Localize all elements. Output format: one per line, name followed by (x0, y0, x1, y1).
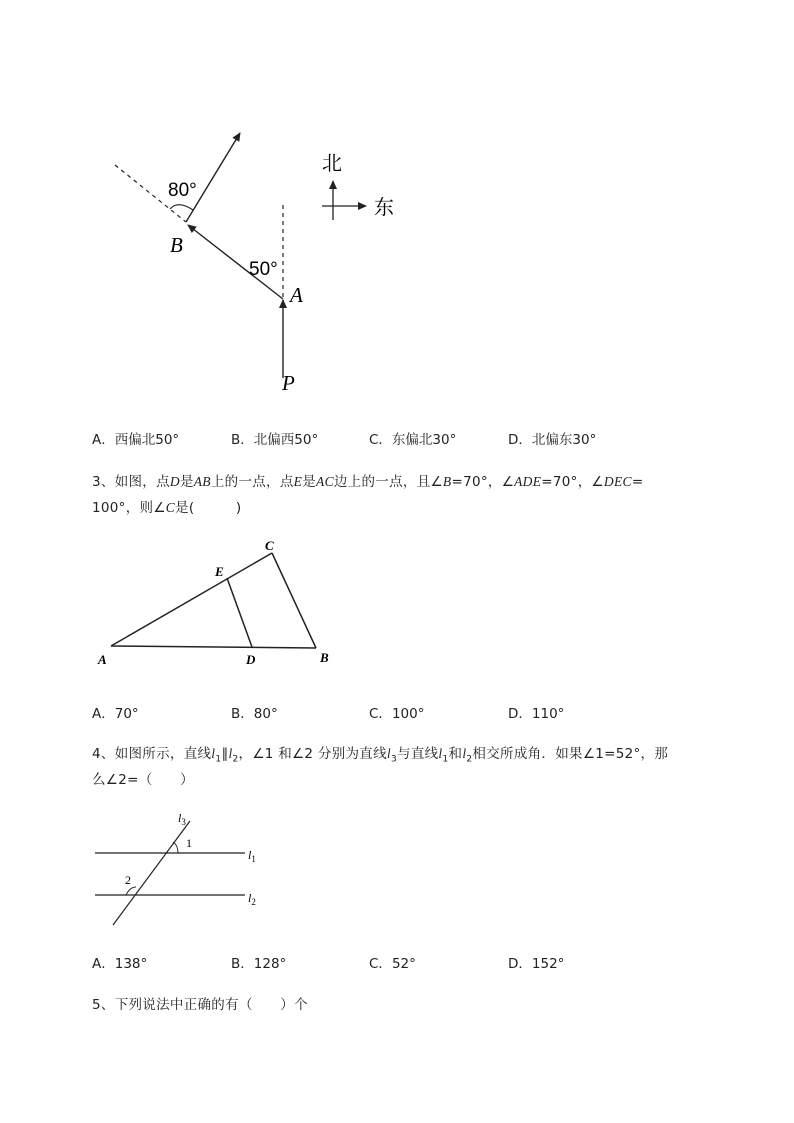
q3-option-b[interactable]: B．80° (231, 706, 278, 722)
label-angle-1: 1 (186, 836, 192, 850)
direction-figure (0, 0, 794, 410)
q2-option-d[interactable]: D．北偏东30° (508, 432, 597, 448)
q4-option-d[interactable]: D．152° (508, 956, 565, 972)
q4-option-c[interactable]: C．52° (369, 956, 416, 972)
q3-stem-line1: 3、如图，点D是AB上的一点，点E是AC边上的一点，且∠B=70°，∠ADE=70°，∠DEC= (92, 474, 644, 490)
side-ac (111, 553, 272, 646)
label-c: C (265, 538, 274, 553)
q2-option-c[interactable]: C．东偏北30° (369, 432, 457, 448)
triangle-figure (0, 530, 400, 680)
q4-option-b[interactable]: B．128° (231, 956, 287, 972)
label-l3: $l_3$ (178, 811, 186, 827)
north-label: 北 (322, 151, 342, 175)
label-e: E (215, 564, 224, 579)
angle-2-arc (126, 887, 136, 895)
q4-stem-line2: 么∠2=（ ） (92, 772, 194, 788)
q2-option-a[interactable]: A．西偏北50° (92, 432, 180, 448)
q3-option-c[interactable]: C．100° (369, 706, 425, 722)
angle-arc-80 (170, 205, 193, 210)
ray-from-b (186, 133, 240, 222)
q4-option-a[interactable]: A．138° (92, 956, 148, 972)
label-a: A (98, 652, 107, 667)
q3-option-a[interactable]: A．70° (92, 706, 139, 722)
label-angle-2: 2 (125, 873, 131, 887)
segment-de (227, 578, 252, 647)
label-l2: $l_2$ (248, 891, 256, 907)
q5-stem: 5、下列说法中正确的有（ ）个 (92, 997, 308, 1013)
q4-stem-line1: 4、如图所示，直线$l_1\parallel l_2$，∠1 和∠2 分别为直线$l_3$与直线$l_1$和$l_2$相交所成角．如果∠1=52°，那 (92, 746, 669, 765)
q3-stem-line2: 100°，则∠C是( ) (92, 500, 242, 516)
side-bc (272, 553, 316, 648)
side-ab (111, 646, 316, 648)
point-p-label: P (282, 371, 295, 395)
parallel-lines-figure (0, 805, 320, 935)
label-l1: $l_1$ (248, 848, 256, 864)
east-label: 东 (374, 195, 394, 219)
point-b-label: B (170, 233, 183, 257)
point-a-label: A (290, 283, 303, 307)
label-b: B (320, 650, 329, 665)
label-d: D (246, 652, 256, 667)
q2-option-b[interactable]: B．北偏西50° (231, 432, 319, 448)
angle-80-label: 80° (168, 180, 197, 201)
q3-option-d[interactable]: D．110° (508, 706, 565, 722)
angle-50-label: 50° (249, 259, 278, 280)
